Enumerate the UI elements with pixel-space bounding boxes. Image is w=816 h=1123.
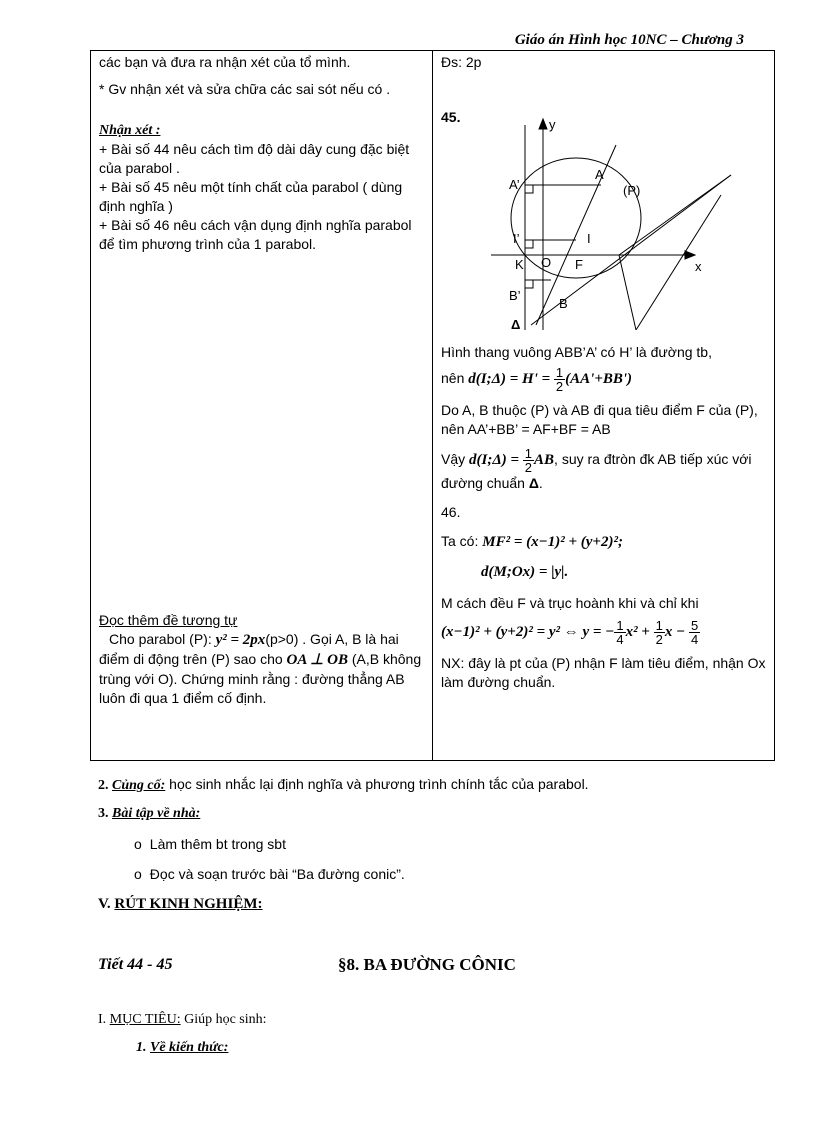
text-46-1: M cách đều F và trục hoành khi và chỉ khi	[441, 595, 699, 611]
fig-label-f: F	[575, 257, 583, 272]
read-more-text: Cho parabol (P): y² = 2px(p>0) . Gọi A, B là hai điểm di động trên (P) sao cho OA ⊥ OB (A,B không trùng với O). Chứng minh rằng : đường thẳng AB luôn đi qua 1 điểm cố định.	[99, 631, 422, 706]
eq-46-1: Ta có: MF² = (x−1)² + (y+2)²;	[441, 533, 623, 550]
read-more-block	[99, 611, 424, 708]
btvn-item-2: o Đọc và soạn trước bài “Ba đường conic”.	[134, 866, 405, 882]
exercise-45: 45.	[441, 109, 461, 125]
btvn-item-1: o Làm thêm bt trong sbt	[134, 836, 286, 852]
lesson-table	[90, 50, 775, 761]
fig-label-o: O	[541, 255, 552, 270]
nhan-xet-title: Nhận xét :	[99, 123, 161, 138]
eq-46-3: (x−1)² + (y+2)² = y² ⇔ y = − $\frac{1}{4}$ x² + $\frac{1}{2}$ x − $\frac{5}{4}$	[441, 618, 699, 647]
rut-kinh-nghiem: V. RÚT KINH NGHIỆM:	[98, 896, 263, 912]
fig-label-p: (P)	[623, 183, 641, 198]
lesson-title: §8. BA ĐƯỜNG CÔNIC	[338, 955, 516, 974]
fig-label-i: I	[587, 231, 591, 246]
bai-tap-ve-nha: 3. Bài tập về nhà:	[98, 806, 201, 821]
text-45-2: Do A, B thuộc (P) và AB đi qua tiêu điểm F của (P), nên AA’+BB’ = AF+BF = AB	[441, 402, 758, 437]
fig-label-delta: Δ	[511, 317, 521, 330]
chord-ab	[536, 145, 616, 325]
nx-item-1: + Bài số 44 nêu cách tìm độ dài dây cung đặc biệt của parabol .	[99, 141, 410, 176]
cung-co: 2. Củng cố: học sinh nhắc lại định nghĩa và phương trình chính tắc của parabol.	[98, 776, 589, 793]
parabol-figure	[491, 115, 751, 330]
fig-label-x: x	[695, 259, 702, 274]
left-column	[91, 51, 433, 761]
exercise-46: 46.	[441, 504, 461, 520]
read-more-title: Đọc thêm đề tương tự	[99, 612, 238, 628]
fig-label-b1: B’	[509, 288, 521, 303]
left-line-2: * Gv nhận xét và sửa chữa các sai sót nếu có .	[99, 81, 391, 97]
text-45-3: Vậy d(I;Δ) = $\frac{1}{2}$ AB, suy ra đtròn đk AB tiếp xúc với đường chuẩn Δ.	[441, 446, 752, 491]
left-line-1: các bạn và đưa ra nhận xét của tổ mình.	[99, 54, 351, 70]
fig-label-k: K	[515, 257, 524, 272]
fig-label-b: B	[559, 296, 568, 311]
right-column	[433, 51, 775, 761]
ve-kien-thuc: 1. Về kiến thức:	[136, 1040, 229, 1055]
page-header: Giáo án Hình học 10NC – Chương 3	[514, 32, 744, 48]
solution-45	[441, 343, 768, 692]
lesson-period: Tiết 44 - 45	[98, 956, 173, 973]
nx-item-3: + Bài số 46 nêu cách vận dụng định nghĩa parabol để tìm phương trình của 1 parabol.	[99, 217, 412, 252]
text-45-1: Hình thang vuông ABB’A’ có H’ là đường tb,	[441, 344, 712, 360]
muc-tieu: I. MỤC TIÊU: Giúp học sinh:	[98, 1012, 267, 1027]
y-arrow	[539, 119, 547, 129]
fig-label-a1: A’	[509, 177, 520, 192]
answer-ds: Đs: 2p	[441, 54, 482, 70]
x-arrow	[685, 251, 695, 259]
fig-label-a: A	[595, 167, 604, 182]
nx-item-2: + Bài số 45 nêu một tính chất của parabol ( dùng định nghĩa )	[99, 179, 403, 214]
eq-45-1: nên d(I;Δ) = H' = $\frac{1}{2}$ (AA'+BB')	[441, 365, 633, 394]
eq-46-2: d(M;Ox) = |y|.	[481, 564, 569, 580]
fig-label-i1: I’	[513, 231, 520, 246]
fig-label-y: y	[549, 117, 556, 132]
text-46-nx: NX: đây là pt của (P) nhận F làm tiêu điểm, nhận Ox làm đường chuẩn.	[441, 655, 766, 690]
